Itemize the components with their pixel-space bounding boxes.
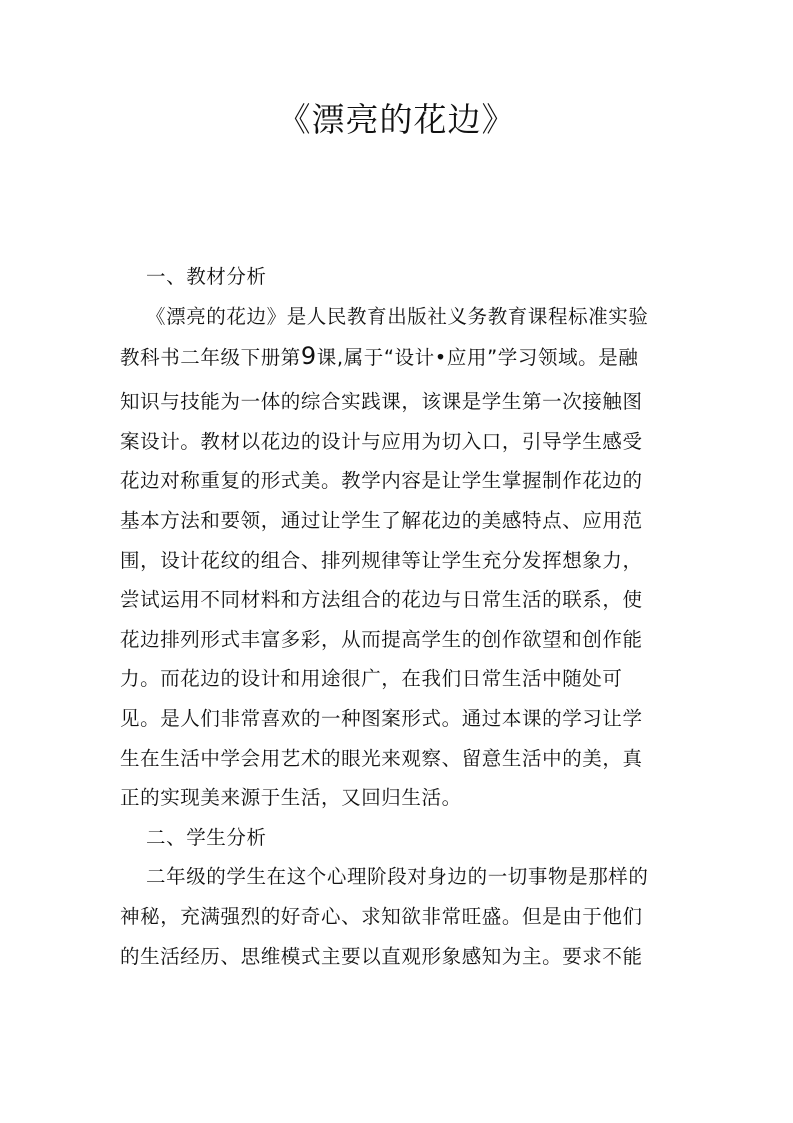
paragraph-line: 正的实现美来源于生活，又回归生活。: [120, 786, 462, 810]
paragraph-line: 生在生活中学会用艺术的眼光来观察、留意生活中的美，真: [120, 746, 643, 770]
paragraph-line: 的生活经历、思维模式主要以直观形象感知为主。要求不能: [120, 944, 643, 968]
document-title: 《漂亮的花边》: [277, 100, 516, 139]
paragraph-line: 《漂亮的花边》是人民教育出版社义务教育课程标准实验: [146, 304, 649, 328]
paragraph-line: 案设计。教材以花边的设计与应用为切入口，引导学生感受: [120, 429, 643, 453]
paragraph-line: 花边排列形式丰富多彩，从而提高学生的创作欲望和创作能: [120, 627, 643, 651]
paragraph-line: 基本方法和要领，通过让学生了解花边的美感特点、应用范: [120, 508, 643, 532]
paragraph-line: 力。而花边的设计和用途很广，在我们日常生活中随处可: [120, 667, 623, 691]
paragraph-line: 围，设计花纹的组合、排列规律等让学生充分发挥想象力，: [120, 548, 643, 572]
paragraph-line: [120, 342, 680, 371]
paragraph-line: 神秘，充满强烈的好奇心、求知欲非常旺盛。但是由于他们: [120, 904, 643, 928]
paragraph-line-part: 课,属于“设计•应用”学习领域。是融: [316, 346, 639, 370]
document-body: [120, 265, 680, 984]
paragraph-line: 知识与技能为一体的综合实践课，该课是学生第一次接触图: [120, 390, 643, 414]
paragraph-line: 尝试运用不同材料和方法组合的花边与日常生活的联系，使: [120, 588, 643, 612]
paragraph-line: 见。是人们非常喜欢的一种图案形式。通过本课的学习让学: [120, 706, 643, 730]
lesson-number: 9: [300, 342, 317, 371]
paragraph-line-part: 教科书二年级下册第: [120, 346, 301, 370]
paragraph-line: 二年级的学生在这个心理阶段对身边的一切事物是那样的: [146, 865, 649, 889]
section-heading-student-analysis: 二、学生分析: [146, 825, 267, 849]
paragraph-line: 花边对称重复的形式美。教学内容是让学生掌握制作花边的: [120, 469, 643, 493]
section-heading-textbook-analysis: 一、教材分析: [146, 265, 267, 288]
